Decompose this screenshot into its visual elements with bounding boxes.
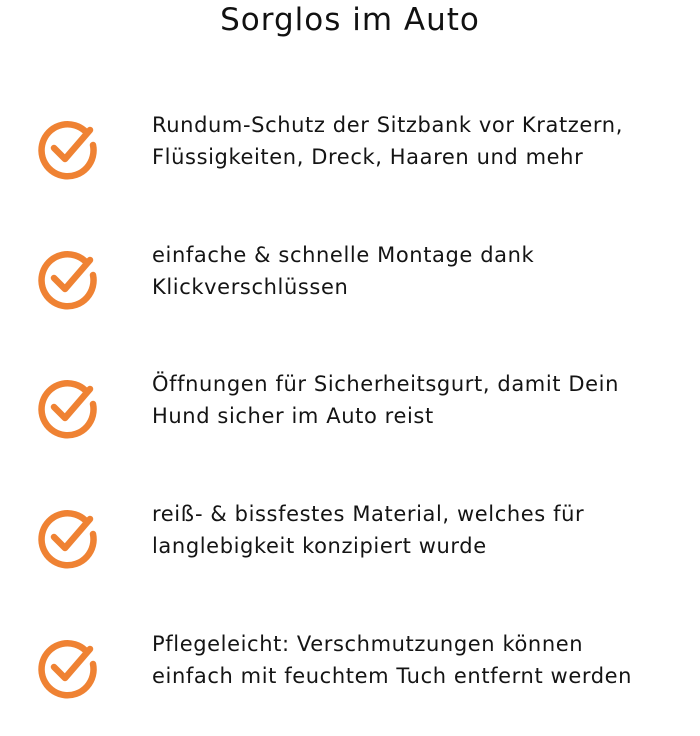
feature-text [152,498,692,562]
feature-line: langlebigkeit konzipiert wurde [152,534,487,558]
feature-line: Hund sicher im Auto reist [152,404,434,428]
check-circle-icon [34,506,100,572]
check-circle-icon [34,376,100,442]
feature-line: einfache & schnelle Montage dank [152,243,535,267]
feature-text [152,368,692,432]
feature-item [0,243,700,347]
check-circle-icon [34,247,100,313]
feature-line: Pflegeleicht: Verschmutzungen können [152,632,584,656]
check-circle-icon [34,636,100,702]
feature-item [0,113,700,217]
feature-line: Öffnungen für Sicherheitsgurt, damit Dein [152,372,620,396]
feature-item [0,372,700,476]
feature-item [0,502,700,606]
feature-item [0,632,700,736]
feature-line: einfach mit feuchtem Tuch entfernt werden [152,664,633,688]
feature-line: Klickverschlüssen [152,275,349,299]
feature-line: Rundum-Schutz der Sitzbank vor Kratzern, [152,113,623,137]
feature-text [152,239,692,303]
feature-line: Flüssigkeiten, Dreck, Haaren und mehr [152,145,584,169]
check-circle-icon [34,117,100,183]
page-title: Sorglos im Auto [220,2,480,38]
feature-line: reiß- & bissfestes Material, welches für [152,502,585,526]
feature-text [152,109,692,173]
feature-text [152,628,692,692]
